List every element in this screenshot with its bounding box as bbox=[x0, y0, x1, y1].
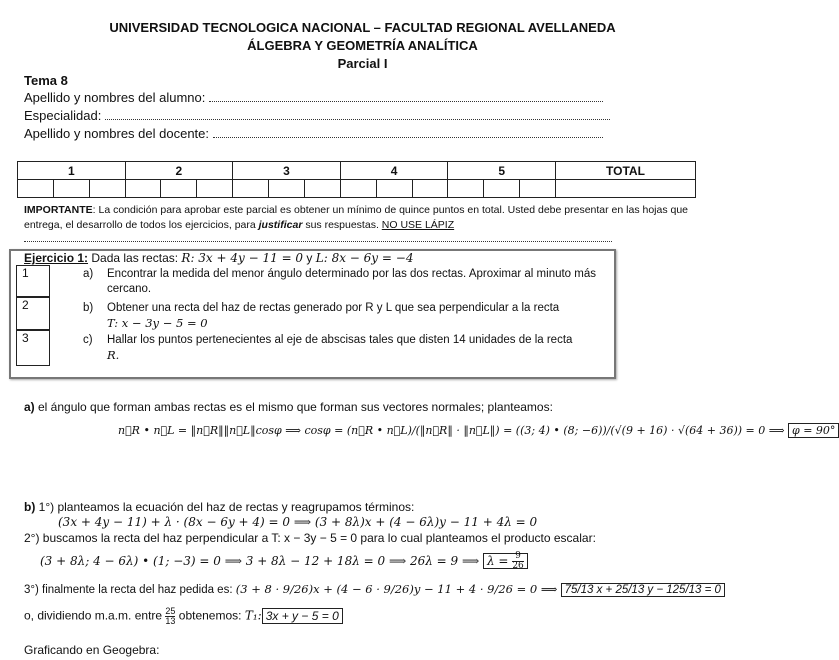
solution-b-step4-row bbox=[24, 607, 343, 626]
item-number-box-2: 2 bbox=[16, 297, 50, 330]
teacher-field-line[interactable] bbox=[213, 127, 603, 138]
grade-cell[interactable] bbox=[161, 180, 197, 198]
exercise-item-b bbox=[83, 301, 608, 331]
teacher-field-label: Apellido y nombres del docente: bbox=[24, 126, 210, 141]
solution-b-label: b) bbox=[24, 500, 36, 514]
divisor-fraction bbox=[165, 607, 175, 626]
important-note bbox=[24, 203, 722, 233]
solution-b-eq3-result: 75/13 x + 25/13 y − 125/13 = 0 bbox=[561, 583, 725, 597]
solution-b-step2: 2°) buscamos la recta del haz perpendicular a T: x − 3y − 5 = 0 para lo cual planteamos el producto escalar: bbox=[24, 531, 596, 545]
item-b-line-t: T: x − 3y − 5 = 0 bbox=[107, 316, 208, 330]
item-c-line-r: R. bbox=[107, 348, 120, 362]
solution-a-formula: n⃗R • n⃗L = ‖n⃗R‖‖n⃗L‖cosφ ⟹ cosφ = (n⃗R • n⃗L)/(‖n⃗R‖ · ‖n⃗L‖) = ((3; 4) • (8; −6))/(√(9 + 16) · √(64 + 36)) = 0 ⟹ bbox=[118, 424, 785, 437]
grade-header-3: 3 bbox=[233, 162, 341, 180]
university-title: UNIVERSIDAD TECNOLOGICA NACIONAL – FACULTAD REGIONAL AVELLANEDA bbox=[109, 20, 616, 35]
item-b-text: Obtener una recta del haz de rectas generado por R y L que sea perpendicular a la recta bbox=[107, 302, 560, 314]
solution-b-step3-row bbox=[24, 582, 725, 596]
exercise-statement bbox=[24, 251, 413, 265]
grade-cell[interactable] bbox=[197, 180, 233, 198]
specialty-field-row bbox=[24, 108, 610, 123]
item-c-label: c) bbox=[83, 334, 93, 346]
grade-cell[interactable] bbox=[412, 180, 448, 198]
solution-b-eq3: (3 + 8 · 9/26)x + (4 − 6 · 9/26)y − 11 + 4 · 9/26 = 0 ⟹ bbox=[235, 582, 558, 596]
grade-cell[interactable] bbox=[53, 180, 89, 198]
teacher-field-row bbox=[24, 126, 603, 141]
solution-b-step3: 3°) finalmente la recta del haz pedida es: bbox=[24, 584, 233, 596]
solution-b-eq2-row bbox=[40, 552, 528, 571]
item-b-label: b) bbox=[83, 302, 94, 314]
grade-header-2: 2 bbox=[125, 162, 233, 180]
important-underlined: NO USE LÁPIZ bbox=[381, 219, 455, 231]
important-label: IMPORTANTE bbox=[24, 204, 93, 216]
solution-b-step1 bbox=[24, 500, 414, 514]
solution-b-final: 3x + y − 5 = 0 bbox=[262, 608, 343, 624]
solution-b-lambda-box bbox=[483, 553, 528, 569]
divisor-den: 13 bbox=[165, 616, 176, 626]
grade-header-4: 4 bbox=[340, 162, 448, 180]
item-c-text: Hallar los puntos pertenecientes al eje de abscisas tales que disten 14 unidades de la recta bbox=[107, 334, 573, 346]
solution-b-step4b: obtenemos: bbox=[178, 608, 242, 623]
solution-a-formula-row bbox=[118, 424, 839, 437]
lambda-num: 9 bbox=[512, 552, 523, 562]
grade-cell[interactable] bbox=[376, 180, 412, 198]
specialty-field-label: Especialidad: bbox=[24, 108, 102, 123]
exercise-item-a bbox=[83, 267, 608, 297]
item-a-label: a) bbox=[83, 268, 94, 280]
grade-cell[interactable] bbox=[304, 180, 340, 198]
grade-cell[interactable] bbox=[520, 180, 556, 198]
grade-cell[interactable] bbox=[269, 180, 305, 198]
grade-header-total: TOTAL bbox=[556, 162, 696, 180]
solution-b-lambda: λ = bbox=[487, 554, 509, 568]
grade-cell[interactable] bbox=[448, 180, 484, 198]
solution-b-eq1: (3x + 4y − 11) + λ · (8x − 6y + 4) = 0 ⟹ (3 + 8λ)x + (4 − 6λ)y − 11 + 4λ = 0 bbox=[58, 515, 538, 529]
geogebra-caption: Graficando en Geogebra: bbox=[24, 643, 160, 657]
divisor-num: 25 bbox=[165, 606, 176, 616]
tema-label: Tema 8 bbox=[24, 73, 68, 88]
student-field-label: Apellido y nombres del alumno: bbox=[24, 90, 206, 105]
solution-b-eq2: (3 + 8λ; 4 − 6λ) • (1; −3) = 0 ⟹ 3 + 8λ − 12 + 18λ = 0 ⟹ 26λ = 9 ⟹ bbox=[40, 554, 480, 568]
exercise-conj: y bbox=[303, 251, 316, 265]
exercise-item-c bbox=[83, 333, 608, 365]
grade-cell[interactable] bbox=[340, 180, 376, 198]
specialty-field-line[interactable] bbox=[105, 109, 610, 120]
solution-a-intro bbox=[24, 400, 553, 414]
student-field-row bbox=[24, 90, 603, 105]
line-r: R: 3x + 4y − 11 = 0 bbox=[181, 251, 304, 265]
grade-header-1: 1 bbox=[18, 162, 126, 180]
lambda-fraction bbox=[512, 552, 523, 571]
dotted-separator bbox=[24, 241, 612, 242]
line-l: L: 8x − 6y = −4 bbox=[315, 251, 414, 265]
solution-b-t1: T₁: bbox=[244, 608, 262, 623]
solution-a-text: el ángulo que forman ambas rectas es el mismo que forman sus vectores normales; planteamos: bbox=[34, 400, 553, 414]
lambda-den: 26 bbox=[512, 561, 524, 571]
student-field-line[interactable] bbox=[209, 91, 603, 102]
solution-a-result: φ = 90° bbox=[788, 423, 839, 438]
important-emph: justificar bbox=[258, 219, 303, 231]
exam-title: Parcial I bbox=[337, 56, 388, 71]
grade-cell[interactable] bbox=[18, 180, 54, 198]
grade-cell[interactable] bbox=[233, 180, 269, 198]
grade-cell[interactable] bbox=[125, 180, 161, 198]
important-text2: sus respuestas. bbox=[302, 219, 382, 231]
solution-b-step1-text: 1°) planteamos la ecuación del haz de rectas y reagrupamos términos: bbox=[35, 500, 415, 514]
subject-title: ÁLGEBRA Y GEOMETRÍA ANALÍTICA bbox=[247, 38, 478, 53]
grade-header-5: 5 bbox=[448, 162, 556, 180]
solution-b-step4: o, dividiendo m.a.m. entre bbox=[24, 608, 163, 623]
grades-table bbox=[17, 161, 696, 198]
grade-total-cell[interactable] bbox=[556, 180, 696, 198]
solution-a-label: a) bbox=[24, 400, 35, 414]
exercise-title: Ejercicio 1: bbox=[24, 251, 89, 265]
item-a-text: Encontrar la medida del menor ángulo determinado por las dos rectas. Aproximar al minuto más cercano. bbox=[107, 268, 596, 295]
important-text1: : La condición para aprobar este parcial es obtener un mínimo de quince puntos en total. Usted debe presentar en las hojas que entrega, el desarrollo de todos los ejercicios, para bbox=[24, 204, 689, 231]
grade-cell[interactable] bbox=[484, 180, 520, 198]
exercise-statement-text: Dada las rectas: bbox=[88, 251, 182, 265]
item-number-box-1: 1 bbox=[16, 265, 50, 297]
grades-header-row bbox=[18, 162, 696, 180]
grades-score-row bbox=[18, 180, 696, 198]
item-number-box-3: 3 bbox=[16, 330, 50, 366]
grade-cell[interactable] bbox=[89, 180, 125, 198]
